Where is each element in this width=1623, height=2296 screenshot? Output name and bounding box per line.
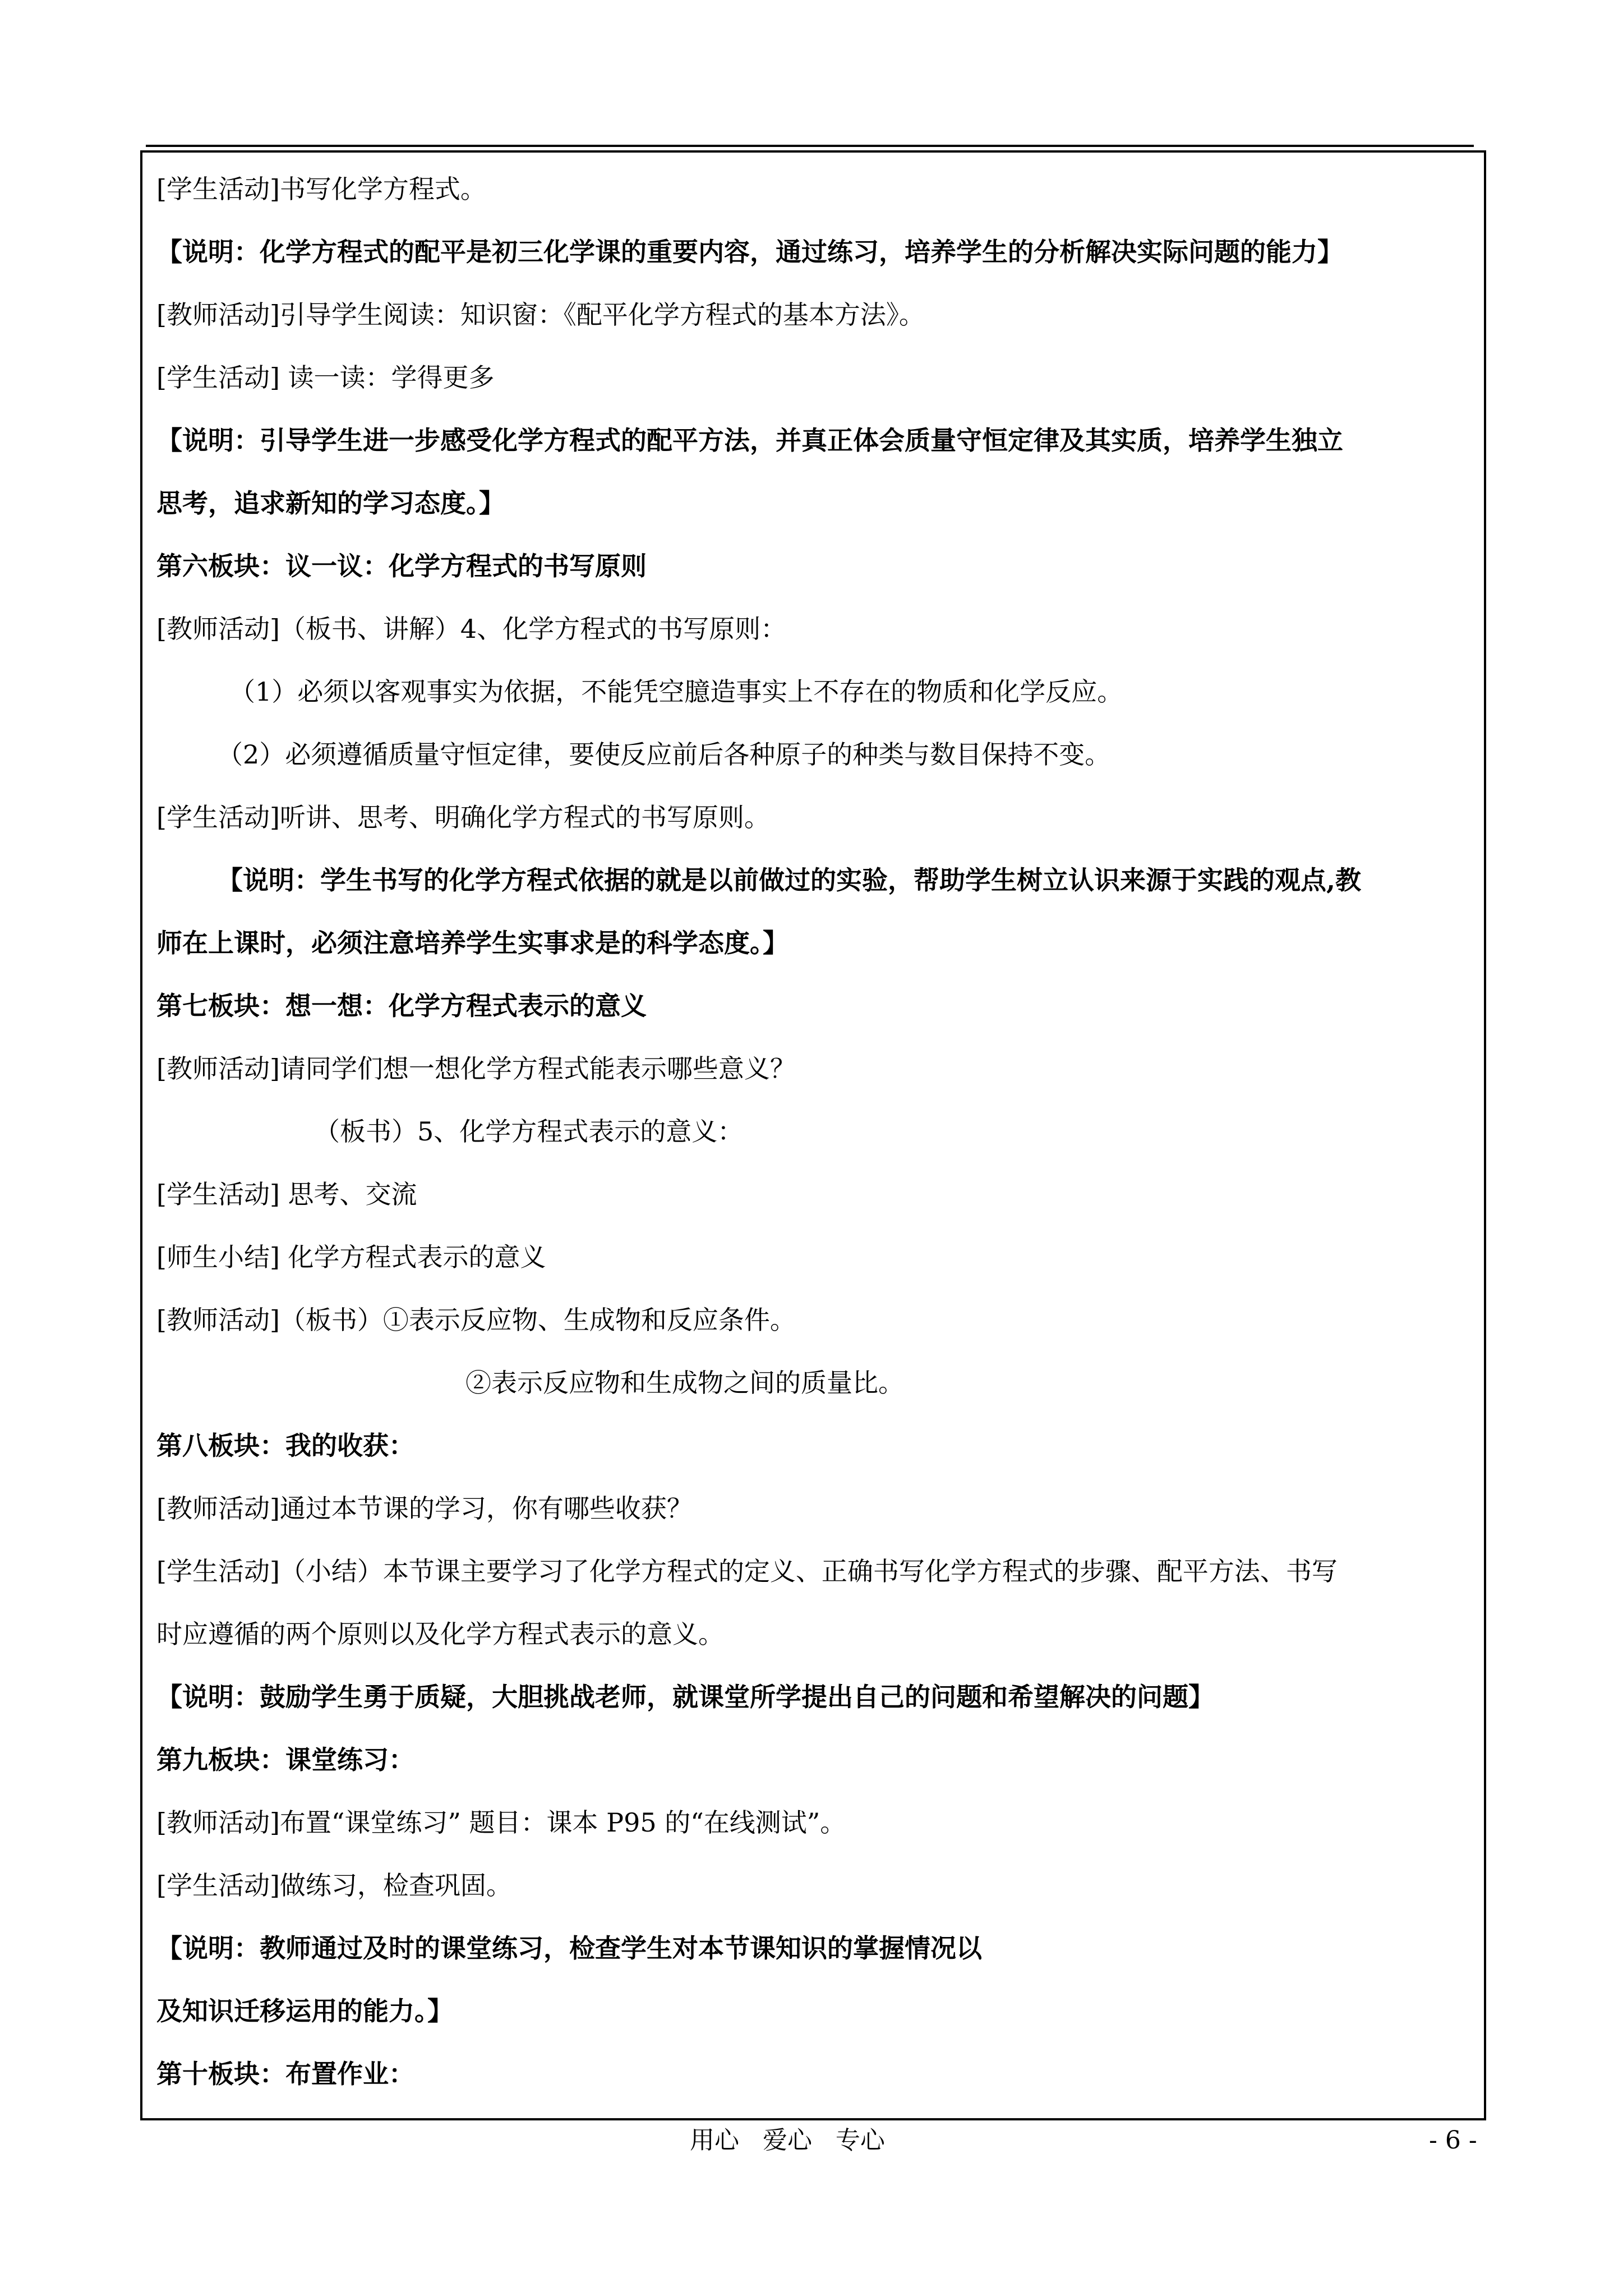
section-heading: 第九板块：课堂练习： [156, 1745, 414, 1775]
text-line: （板书）5、化学方程式表示的意义： [314, 1116, 744, 1147]
text-line: 时应遵循的两个原则以及化学方程式表示的意义。 [156, 1619, 724, 1649]
section-heading: 第七板块：想一想：化学方程式表示的意义 [156, 991, 647, 1021]
note-line: 【说明：化学方程式的配平是初三化学课的重要内容，通过练习，培养学生的分析解决实际问题的能力】 [156, 237, 1343, 267]
note-line: 【说明：学生书写的化学方程式依据的就是以前做过的实验，帮助学生树立认识来源于实践的观点,教 [217, 865, 1362, 895]
note-line: 思考，追求新知的学习态度。】 [156, 488, 505, 518]
header-rule [146, 145, 1474, 147]
text-line: [学生活动]听讲、思考、明确化学方程式的书写原则。 [156, 802, 770, 832]
text-line: [教师活动]（板书、讲解）4、化学方程式的书写原则： [156, 614, 787, 644]
note-line: 及知识迁移运用的能力。】 [156, 1996, 453, 2026]
text-line: [教师活动]布置“课堂练习” 题目：课本 P95 的“在线测试”。 [156, 1807, 846, 1838]
note-line: 师在上课时，必须注意培养学生实事求是的科学态度。】 [156, 928, 789, 958]
text-line: [学生活动] 读一读：学得更多 [156, 362, 495, 393]
text-line: [教师活动]通过本节课的学习，你有哪些收获？ [156, 1493, 693, 1524]
text-line: [学生活动]书写化学方程式。 [156, 174, 486, 204]
text-line: [教师活动]（板书）①表示反应物、生成物和反应条件。 [156, 1305, 796, 1335]
text-line: [师生小结] 化学方程式表示的意义 [156, 1242, 546, 1272]
section-heading: 第六板块：议一议：化学方程式的书写原则 [156, 551, 647, 581]
text-line: （1）必须以客观事实为依据，不能凭空臆造事实上不存在的物质和化学反应。 [229, 677, 1123, 707]
page-number: - 6 - [1429, 2126, 1477, 2155]
section-heading: 第八板块：我的收获： [156, 1430, 414, 1461]
text-line: [学生活动]（小结）本节课主要学习了化学方程式的定义、正确书写化学方程式的步骤、配平方法、书写 [156, 1556, 1338, 1586]
text-line: [教师活动]请同学们想一想化学方程式能表示哪些意义？ [156, 1053, 796, 1084]
footer-motto: 用心 爱心 专心 [690, 2126, 885, 2155]
note-line: 【说明：教师通过及时的课堂练习，检查学生对本节课知识的掌握情况以 [156, 1933, 982, 1963]
text-line: （2）必须遵循质量守恒定律，要使反应前后各种原子的种类与数目保持不变。 [217, 739, 1111, 770]
text-line: [学生活动] 思考、交流 [156, 1179, 417, 1209]
text-line: ②表示反应物和生成物之间的质量比。 [465, 1368, 904, 1398]
text-line: [教师活动]引导学生阅读：知识窗：《配平化学方程式的基本方法》。 [156, 300, 925, 330]
text-line: [学生活动]做练习，检查巩固。 [156, 1870, 512, 1901]
note-line: 【说明：鼓励学生勇于质疑，大胆挑战老师，就课堂所学提出自己的问题和希望解决的问题】 [156, 1682, 1214, 1712]
note-line: 【说明：引导学生进一步感受化学方程式的配平方法，并真正体会质量守恒定律及其实质，培养学生独立 [156, 425, 1343, 455]
section-heading: 第十板块：布置作业： [156, 2059, 414, 2089]
